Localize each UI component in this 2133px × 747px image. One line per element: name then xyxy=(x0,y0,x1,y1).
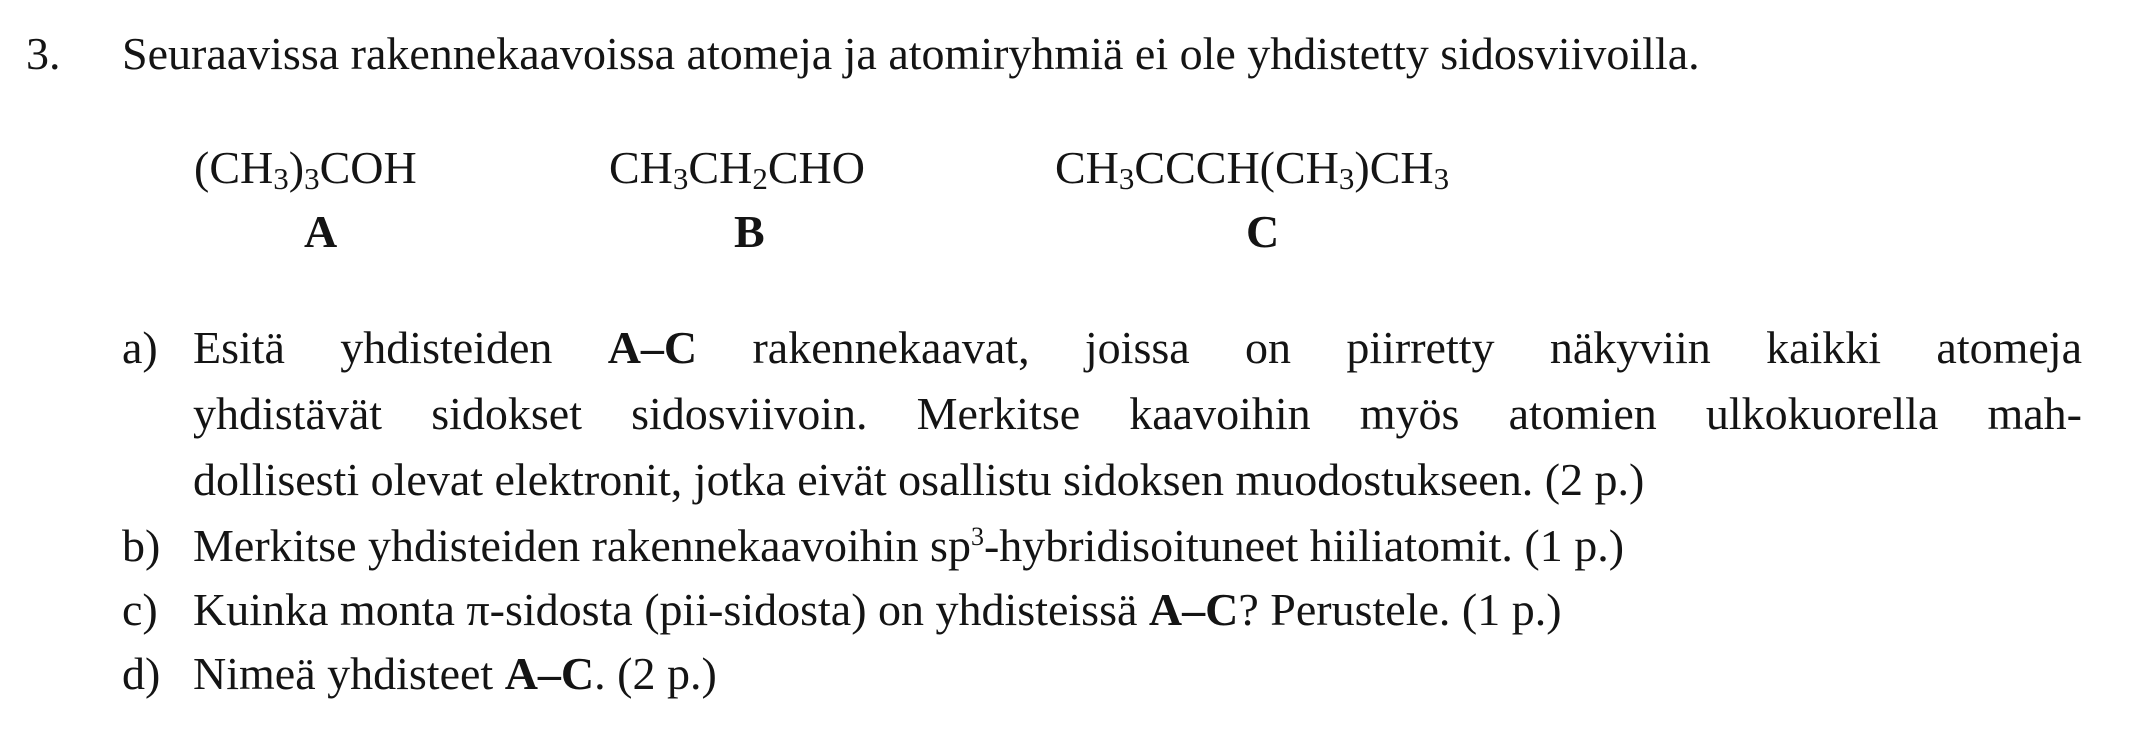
formula-c-part: CCCH(CH xyxy=(1134,142,1339,193)
formula-a-subscript: 3 xyxy=(304,161,320,196)
part-d-text: . (2 p.) xyxy=(594,648,717,699)
part-b-letter: b) xyxy=(122,520,161,571)
compound-label-c: C xyxy=(1246,206,1280,257)
part-c-letter: c) xyxy=(122,584,158,635)
question-number: 3. xyxy=(26,28,61,79)
formula-b-part: CHO xyxy=(767,142,865,193)
formula-c-part: CH xyxy=(1055,142,1119,193)
part-a-letter: a) xyxy=(122,322,158,373)
part-b-line xyxy=(193,516,1624,576)
part-b-text: Merkitse yhdisteiden rakennekaavoihin sp xyxy=(193,520,971,571)
formula-c-subscript: 3 xyxy=(1118,161,1135,196)
formula-a xyxy=(194,138,417,198)
part-b-superscript: 3 xyxy=(970,522,984,551)
formula-a-part: COH xyxy=(319,142,417,193)
part-d-bold: A–C xyxy=(504,648,595,699)
part-a-bold: A–C xyxy=(607,322,698,373)
part-c-text: ? Perustele. (1 p.) xyxy=(1238,584,1562,635)
formula-b xyxy=(609,138,865,198)
formula-b-part: CH xyxy=(688,142,753,193)
formula-c-subscript: 3 xyxy=(1338,161,1355,196)
part-b-text: -hybridisoituneet hiiliatomit. (1 p.) xyxy=(983,520,1625,571)
part-c-text: Kuinka monta π-sidosta (pii-sidosta) on yhdisteissä xyxy=(193,584,1138,635)
formula-b-subscript: 2 xyxy=(752,161,768,196)
formula-c-subscript: 3 xyxy=(1433,161,1450,196)
formula-a-subscript: 3 xyxy=(273,161,289,196)
part-c-line xyxy=(193,580,1562,640)
part-a-line-1 xyxy=(193,318,2082,378)
part-d-text: Nimeä yhdisteet xyxy=(193,648,494,699)
part-a-line-3: dollisesti olevat elektronit, jotka eivät osallistu sidoksen muodostukseen. (2 p.) xyxy=(193,454,1645,505)
formula-c-part: )CH xyxy=(1354,142,1434,193)
part-d-line xyxy=(193,644,717,704)
part-d-letter: d) xyxy=(122,648,161,699)
compound-label-b: B xyxy=(734,206,765,257)
formula-a-part: (CH xyxy=(194,142,274,193)
part-a-text: rakennekaavat, joissa on piirretty näkyviin kaikki atomeja xyxy=(752,322,2083,373)
formula-a-part: ) xyxy=(288,142,305,193)
formula-c xyxy=(1055,138,1449,198)
compound-label-a: A xyxy=(304,206,338,257)
question-intro: Seuraavissa rakennekaavoissa atomeja ja atomiryhmiä ei ole yhdistetty sidosviivoilla. xyxy=(122,28,1700,79)
formula-b-subscript: 3 xyxy=(672,161,689,196)
formula-b-part: CH xyxy=(609,142,673,193)
part-a-line-2: yhdistävät sidokset sidosviivoin. Merkitse kaavoihin myös atomien ulkokuorella mah- xyxy=(193,388,2082,439)
part-a-text: Esitä yhdisteiden xyxy=(193,322,553,373)
part-c-bold: A–C xyxy=(1148,584,1239,635)
